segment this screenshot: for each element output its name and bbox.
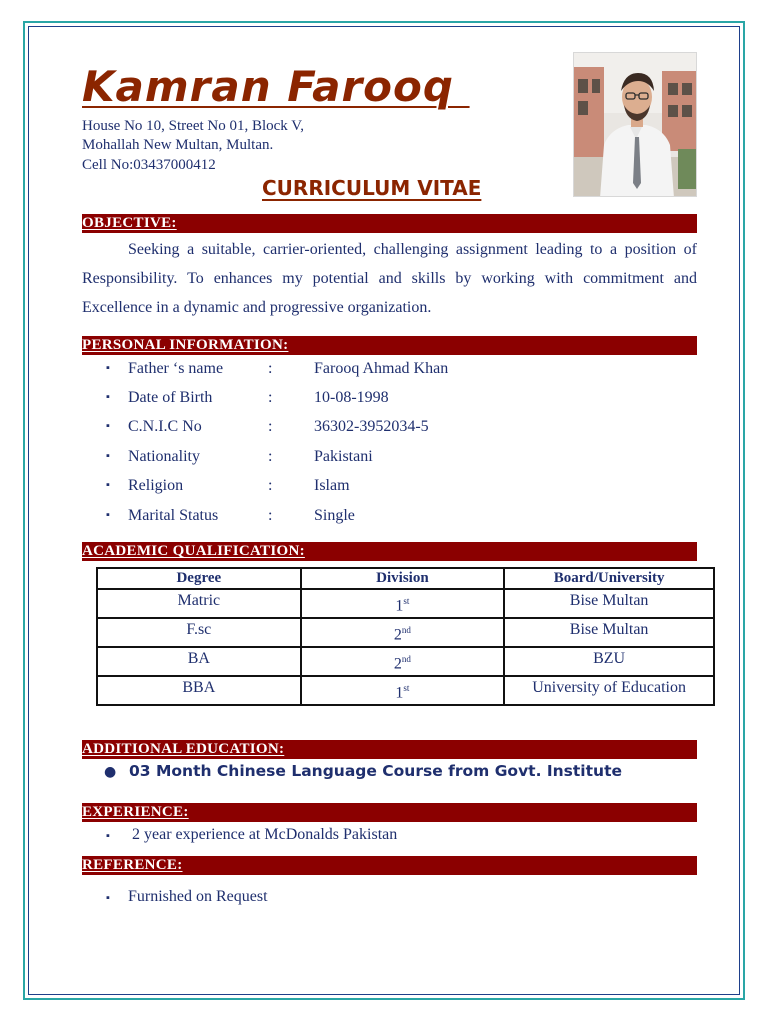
- personal-info-row: [106, 389, 526, 411]
- column-header-board: Board/University: [504, 568, 714, 589]
- additional-education-heading-bar: [82, 740, 697, 759]
- additional-education-heading: ADDITIONAL EDUCATION:: [82, 741, 285, 757]
- table-row: [97, 647, 714, 676]
- info-value: Farooq Ahmad Khan: [314, 360, 449, 377]
- info-value: Pakistani: [314, 448, 373, 465]
- square-bullet-icon: ▪: [106, 362, 110, 374]
- board-cell: BZU: [504, 647, 714, 676]
- experience-heading-bar: [82, 803, 697, 822]
- address-line-2: Mohallah New Multan, Multan.: [82, 137, 274, 153]
- table-row: [97, 589, 714, 618]
- degree-cell: BBA: [97, 676, 301, 705]
- personal-info-heading: PERSONAL INFORMATION:: [82, 337, 289, 353]
- info-value: 36302-3952034-5: [314, 418, 429, 435]
- division-cell: 2nd: [301, 647, 505, 676]
- personal-info-heading-bar: [82, 336, 697, 355]
- cell-number: Cell No:03437000412: [82, 157, 216, 173]
- division-cell: 1st: [301, 589, 505, 618]
- info-label: Nationality: [128, 448, 200, 465]
- academic-heading: ACADEMIC QUALIFICATION:: [82, 543, 305, 559]
- objective-text: Seeking a suitable, carrier-oriented, challenging assignment leading to a position of Responsibility. To enhances my potential and skills by working with commitment and Excellence in a dynamic and progressive organization.: [82, 241, 697, 316]
- info-label: Religion: [128, 477, 184, 494]
- info-separator: :: [268, 477, 273, 494]
- address-line-1: House No 10, Street No 01, Block V,: [82, 118, 304, 134]
- personal-info-row: [106, 477, 526, 499]
- degree-cell: BA: [97, 647, 301, 676]
- info-separator: :: [268, 448, 273, 465]
- board-cell: Bise Multan: [504, 589, 714, 618]
- additional-education-text: 03 Month Chinese Language Course from Govt. Institute: [129, 762, 622, 780]
- reference-heading: REFERENCE:: [82, 857, 183, 873]
- square-bullet-icon: ▪: [106, 420, 110, 432]
- reference-text: Furnished on Request: [128, 888, 268, 905]
- board-cell: Bise Multan: [504, 618, 714, 647]
- info-label: Date of Birth: [128, 389, 213, 406]
- table-row: [97, 676, 714, 705]
- objective-heading: OBJECTIVE:: [82, 215, 177, 231]
- info-separator: :: [268, 389, 273, 406]
- column-header-degree: Degree: [97, 568, 301, 589]
- square-bullet-icon: ▪: [106, 892, 110, 904]
- personal-info-row: [106, 360, 526, 382]
- square-bullet-icon: ▪: [106, 450, 110, 462]
- academic-table: [96, 567, 715, 706]
- division-cell: 2nd: [301, 618, 505, 647]
- candidate-name: Kamran Farooq: [82, 62, 470, 111]
- info-value: Islam: [314, 477, 350, 494]
- square-bullet-icon: ▪: [106, 479, 110, 491]
- board-cell: University of Education: [504, 676, 714, 705]
- academic-heading-bar: [82, 542, 697, 561]
- info-separator: :: [268, 360, 273, 377]
- objective-heading-bar: [82, 214, 697, 233]
- info-label: Marital Status: [128, 507, 219, 524]
- info-value: 10-08-1998: [314, 389, 389, 406]
- personal-info-row: [106, 448, 526, 470]
- table-header-row: [97, 568, 714, 589]
- info-separator: :: [268, 507, 273, 524]
- experience-heading: EXPERIENCE:: [82, 804, 189, 820]
- reference-item: [106, 888, 268, 906]
- info-label: Father ‘s name: [128, 360, 224, 377]
- division-cell: 1st: [301, 676, 505, 705]
- info-value: Single: [314, 507, 355, 524]
- table-row: [97, 618, 714, 647]
- cv-title: CURRICULUM VITAE: [262, 176, 482, 200]
- square-bullet-icon: ▪: [106, 391, 110, 403]
- profile-photo: [573, 52, 697, 197]
- experience-text: 2 year experience at McDonalds Pakistan: [132, 826, 398, 843]
- personal-info-row: [106, 418, 526, 440]
- personal-info-row: [106, 507, 526, 529]
- reference-heading-bar: [82, 856, 697, 875]
- info-label: C.N.I.C No: [128, 418, 202, 435]
- degree-cell: F.sc: [97, 618, 301, 647]
- column-header-division: Division: [301, 568, 505, 589]
- round-bullet-icon: ●: [104, 764, 117, 780]
- info-separator: :: [268, 418, 273, 435]
- experience-item: [106, 826, 397, 844]
- square-bullet-icon: ▪: [106, 830, 110, 842]
- degree-cell: Matric: [97, 589, 301, 618]
- objective-text-block: [82, 235, 697, 322]
- additional-education-item: [104, 762, 622, 780]
- square-bullet-icon: ▪: [106, 509, 110, 521]
